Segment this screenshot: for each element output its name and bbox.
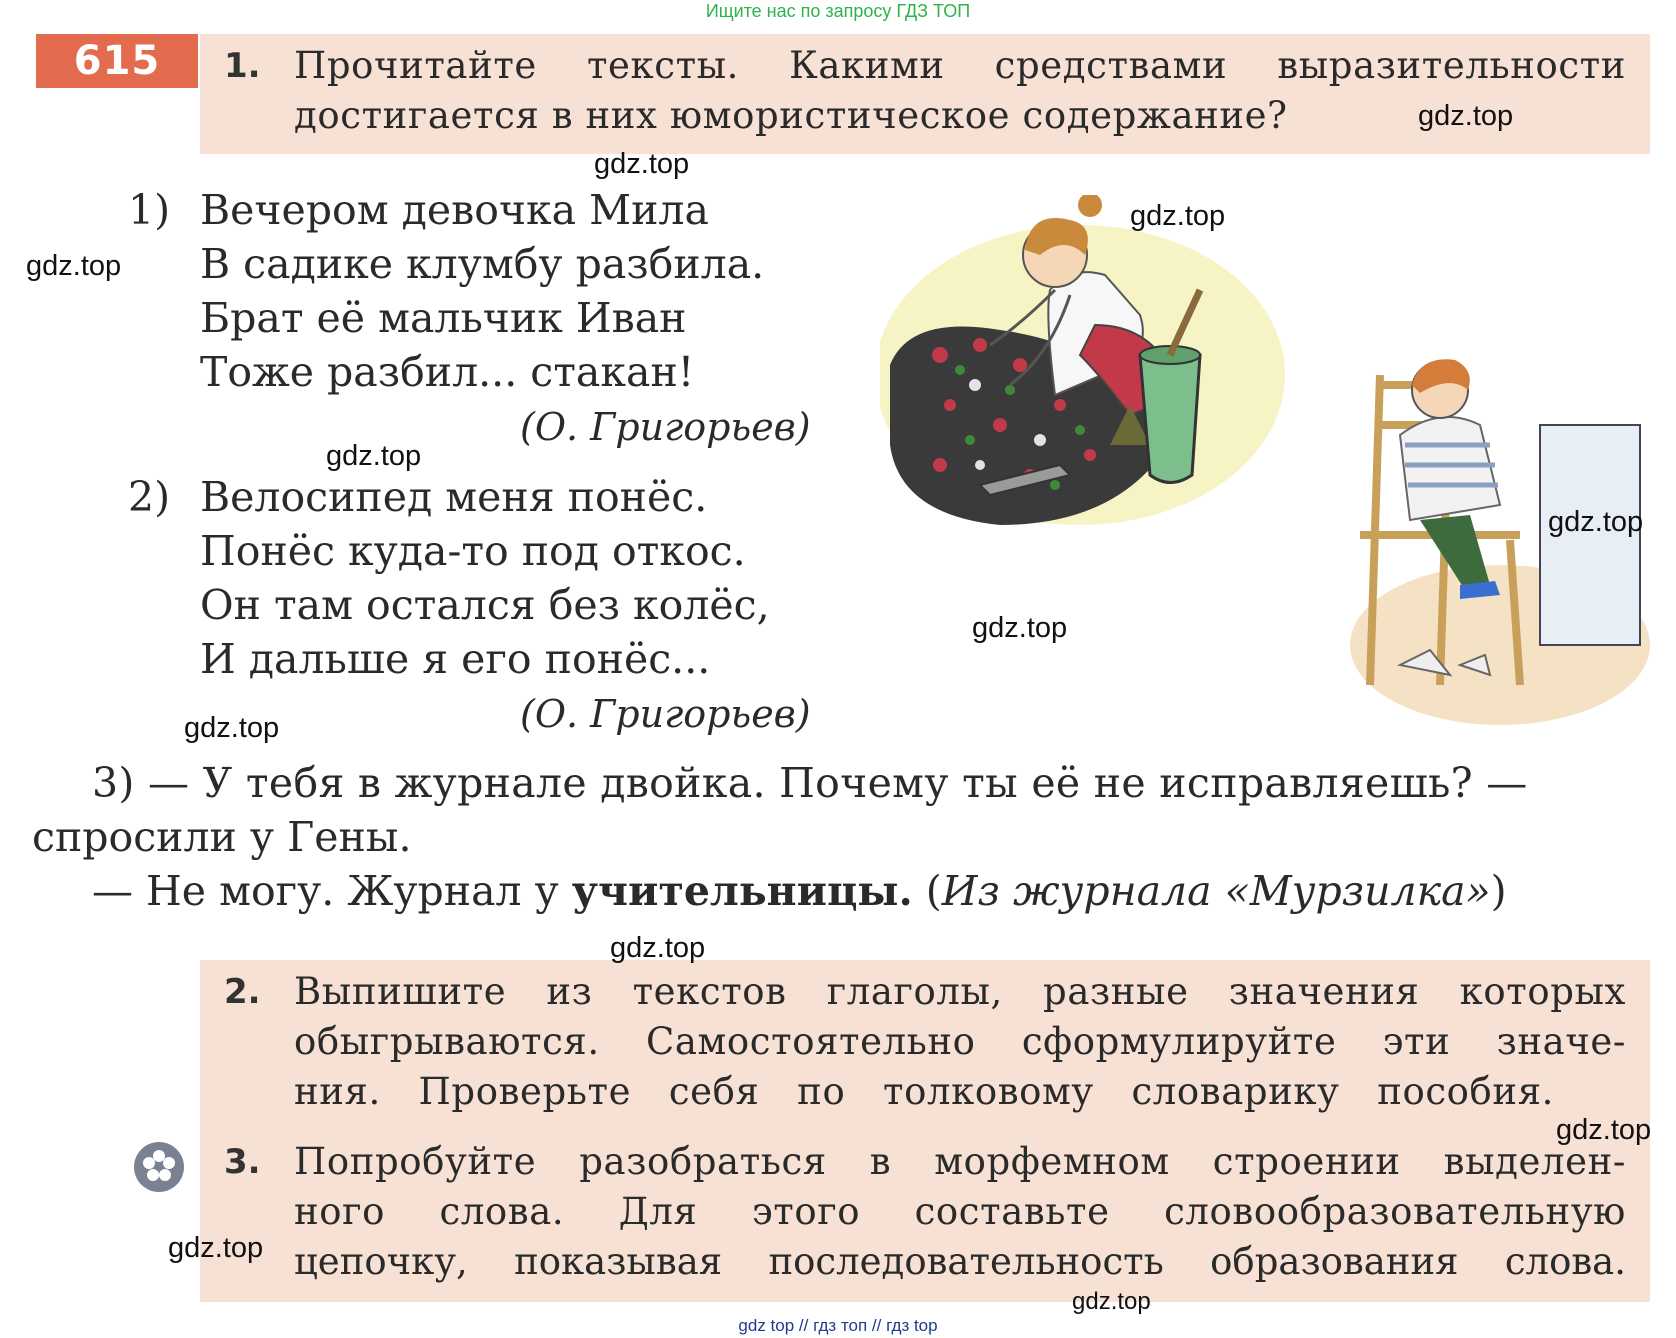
text3-line1: 3) — У тебя в журнале двойка. Почему ты её не исправляешь? —	[92, 759, 1528, 807]
text3-line2: спросили у Гены.	[32, 813, 412, 861]
poem1-line: Тоже разбил... стакан!	[200, 348, 695, 396]
task2-line2: обыгрываются. Самостоятельно сформулируйте эти значе-	[294, 1020, 1626, 1063]
watermark: gdz.top	[594, 148, 690, 180]
watermark: gdz.top	[1556, 1114, 1652, 1146]
text3-line3	[92, 864, 1507, 918]
task3-number: 3.	[224, 1142, 261, 1182]
watermark: gdz.top	[1130, 200, 1226, 232]
watermark: gdz.top	[1418, 100, 1514, 132]
watermark: gdz.top	[184, 712, 280, 744]
poem2-line: Понёс куда-то под откос.	[200, 527, 746, 575]
text3-source: Из журнала «Мурзилка»	[941, 867, 1491, 915]
task1-number: 1.	[224, 46, 261, 86]
poem1-author: (О. Григорьев)	[520, 405, 811, 449]
task3-line2: ного слова. Для этого составьте словообразовательную	[294, 1190, 1626, 1233]
task2-number: 2.	[224, 972, 261, 1012]
watermark: gdz.top	[1072, 1288, 1151, 1315]
flower-icon	[132, 1140, 186, 1194]
watermark: gdz.top	[610, 932, 706, 964]
text3-line3-a: — Не могу. Журнал у	[92, 867, 572, 915]
poem2-line: И дальше я его понёс...	[200, 635, 711, 683]
watermark: gdz.top	[1548, 506, 1644, 538]
task3-line1: Попробуйте разобраться в морфемном строении выделен-	[294, 1140, 1626, 1183]
poem2-number: 2)	[128, 473, 171, 521]
text3-line3-b: (	[912, 867, 942, 915]
poem1-number: 1)	[128, 186, 171, 234]
poem2-line: Он там остался без колёс,	[200, 581, 770, 629]
poem2-line: Велосипед меня понёс.	[200, 473, 708, 521]
top-banner: Ищите нас по запросу ГДЗ ТОП	[705, 1, 971, 21]
poem1	[200, 183, 764, 399]
highlighted-word: учительницы.	[571, 867, 913, 915]
task3-line3: цепочку, показывая последовательность образования слова.	[294, 1240, 1626, 1283]
exercise-number: 615	[36, 34, 198, 88]
watermark: gdz.top	[326, 440, 422, 472]
poem1-line: Вечером девочка Мила	[200, 186, 709, 234]
watermark: gdz.top	[972, 612, 1068, 644]
poem2	[200, 470, 770, 686]
girl-flowerbed-illustration	[880, 195, 1300, 545]
poem1-line: Брат её мальчик Иван	[200, 294, 687, 342]
poem1-line: В садике клумбу разбила.	[200, 240, 765, 288]
bottom-banner: gdz top // гдз топ // гдз top	[738, 1316, 938, 1335]
text3-line3-c: )	[1490, 867, 1507, 915]
task1-line2: достигается в них юмористическое содержание?	[294, 94, 1288, 137]
task1-line1: Прочитайте тексты. Какими средствами выразительности	[294, 44, 1626, 87]
watermark: gdz.top	[26, 250, 122, 282]
watermark: gdz.top	[168, 1232, 264, 1264]
poem2-author: (О. Григорьев)	[520, 692, 811, 736]
task2-line1: Выпишите из текстов глаголы, разные значения которых	[294, 970, 1626, 1013]
task2-line3: ния. Проверьте себя по толковому словарику пособия.	[294, 1070, 1554, 1113]
